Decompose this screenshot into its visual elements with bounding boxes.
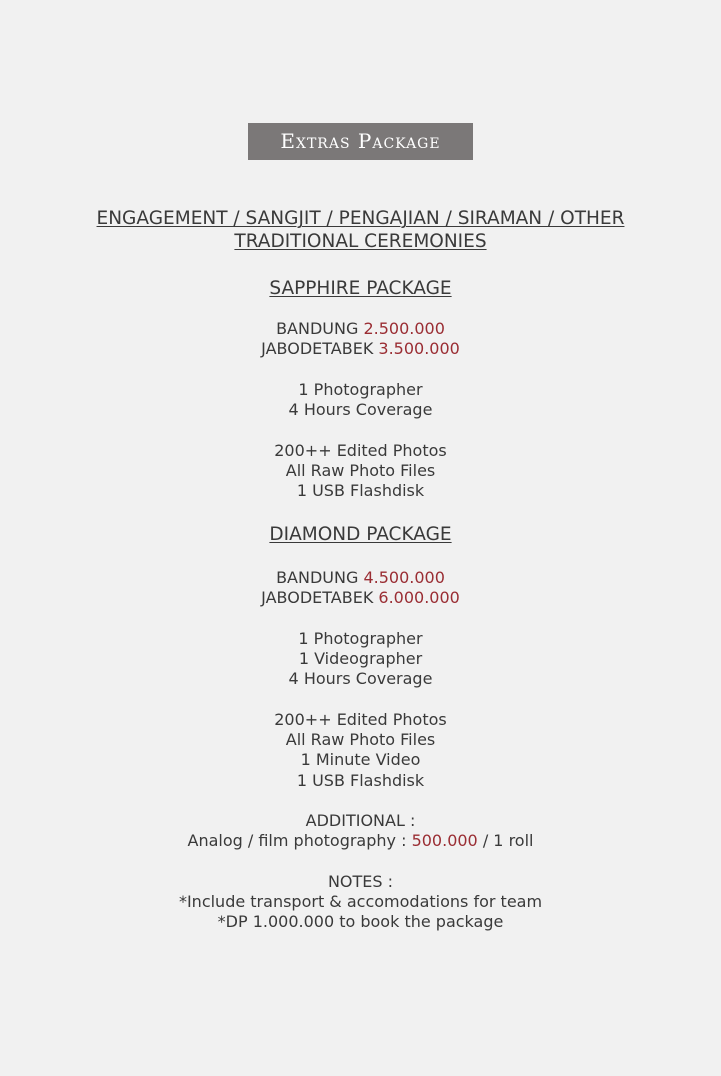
note-line: *Include transport & accomodations for team <box>178 892 543 912</box>
note-line: *DP 1.000.000 to book the package <box>217 912 504 932</box>
additional-label: ADDITIONAL : <box>305 811 416 830</box>
notes-section <box>0 872 721 933</box>
list-item: All Raw Photo Files <box>285 461 436 481</box>
sapphire-deliverables <box>0 441 721 502</box>
city-label: BANDUNG <box>276 568 359 587</box>
diamond-package-title: DIAMOND PACKAGE <box>269 524 452 545</box>
list-item: 1 Minute Video <box>300 750 421 770</box>
diamond-price-jabodetabek <box>0 588 721 608</box>
extras-package-banner <box>248 123 473 160</box>
ceremonies-heading <box>0 207 721 253</box>
ceremonies-heading-line-1: ENGAGEMENT / SANGJIT / PENGAJIAN / SIRAMAN / OTHER <box>96 208 625 229</box>
diamond-price-bandung <box>0 568 721 588</box>
city-label: JABODETABEK <box>261 339 374 359</box>
list-item: 1 USB Flashdisk <box>296 770 425 790</box>
sapphire-price-bandung <box>0 319 721 339</box>
sapphire-prices <box>0 319 721 359</box>
additional-item-price: 500.000 <box>411 831 478 851</box>
ceremonies-heading-line-2: TRADITIONAL CEREMONIES <box>234 231 487 252</box>
notes-label: NOTES : <box>327 872 394 891</box>
list-item: 1 Videographer <box>298 649 423 669</box>
diamond-crew <box>0 629 721 690</box>
diamond-deliverables <box>0 710 721 791</box>
additional-item-suffix: / 1 roll <box>482 831 534 851</box>
sapphire-package-title: SAPPHIRE PACKAGE <box>269 278 452 299</box>
list-item: 200++ Edited Photos <box>274 710 447 729</box>
city-label: JABODETABEK <box>261 588 374 608</box>
list-item: 1 USB Flashdisk <box>296 481 425 501</box>
list-item: 200++ Edited Photos <box>274 441 447 460</box>
city-label: BANDUNG <box>276 319 359 338</box>
price-amount: 2.500.000 <box>363 319 445 338</box>
price-amount: 3.500.000 <box>378 339 460 359</box>
banner-title: Extras Package <box>280 129 441 153</box>
price-amount: 4.500.000 <box>363 568 445 587</box>
list-item: 1 Photographer <box>298 380 423 399</box>
list-item: 4 Hours Coverage <box>288 400 433 420</box>
list-item: All Raw Photo Files <box>285 730 436 750</box>
additional-item-prefix: Analog / film photography : <box>187 831 407 851</box>
list-item: 4 Hours Coverage <box>288 669 433 689</box>
list-item: 1 Photographer <box>298 629 423 648</box>
price-amount: 6.000.000 <box>378 588 460 608</box>
sapphire-crew <box>0 380 721 420</box>
additional-section <box>0 811 721 851</box>
additional-item <box>0 831 721 851</box>
sapphire-price-jabodetabek <box>0 339 721 359</box>
diamond-prices <box>0 568 721 608</box>
